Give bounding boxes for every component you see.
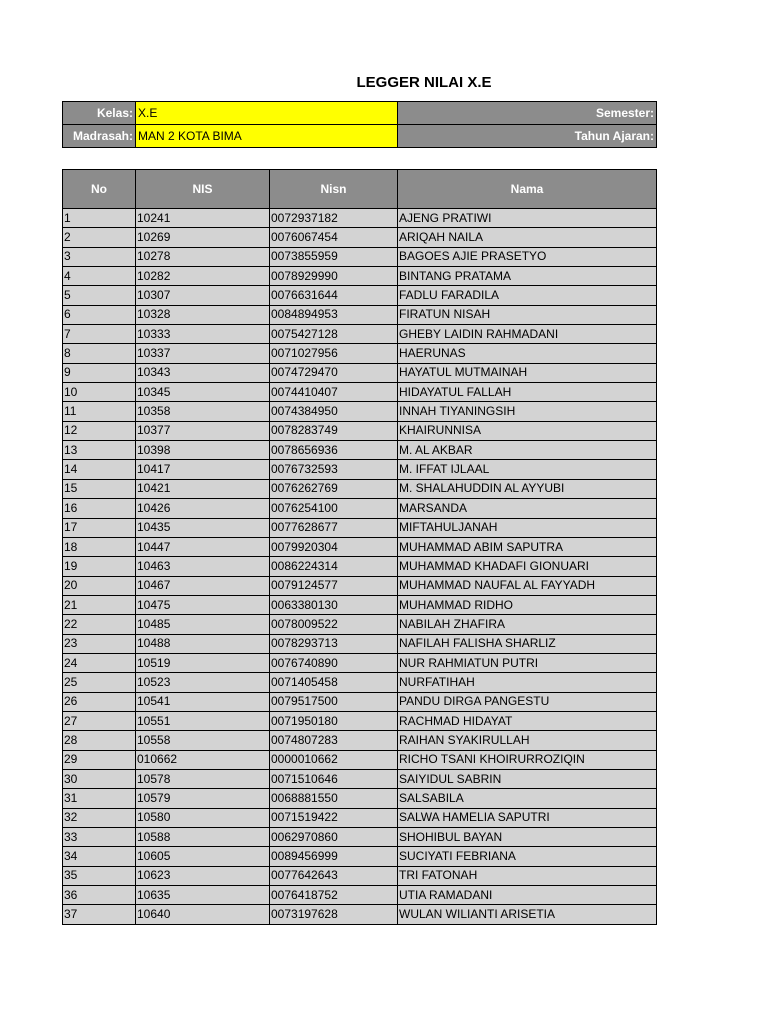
cell-nisn[interactable]: 0072937182 — [270, 209, 398, 228]
table-row — [63, 866, 657, 885]
cell-nis[interactable]: 10337 — [136, 344, 270, 363]
table-row — [63, 344, 657, 363]
table-row — [63, 576, 657, 595]
header-no: No — [63, 170, 136, 209]
table-row — [63, 557, 657, 576]
cell-nisn[interactable]: 0078929990 — [270, 267, 398, 286]
cell-no[interactable]: 11 — [63, 402, 136, 421]
table-row — [63, 731, 657, 750]
cell-no[interactable]: 16 — [63, 499, 136, 518]
table-row — [63, 209, 657, 228]
cell-no[interactable]: 34 — [63, 847, 136, 866]
madrasah-value[interactable]: MAN 2 KOTA BIMA — [136, 125, 398, 148]
cell-nama[interactable]: M. AL AKBAR — [398, 441, 657, 460]
cell-nis[interactable]: 10333 — [136, 325, 270, 344]
cell-nis[interactable]: 10343 — [136, 363, 270, 382]
cell-no[interactable]: 3 — [63, 247, 136, 266]
tahun-ajaran-label: Tahun Ajaran: — [398, 125, 657, 148]
table-body — [63, 209, 657, 925]
cell-nama[interactable]: MUHAMMAD RIDHO — [398, 595, 657, 614]
cell-nama[interactable]: PANDU DIRGA PANGESTU — [398, 692, 657, 711]
cell-nis[interactable]: 10377 — [136, 421, 270, 440]
cell-nisn[interactable]: 0071510646 — [270, 769, 398, 788]
table-row — [63, 595, 657, 614]
cell-nama[interactable]: GHEBY LAIDIN RAHMADANI — [398, 325, 657, 344]
cell-no[interactable]: 18 — [63, 537, 136, 556]
cell-no[interactable]: 2 — [63, 228, 136, 247]
cell-nama[interactable]: INNAH TIYANINGSIH — [398, 402, 657, 421]
cell-no[interactable]: 21 — [63, 595, 136, 614]
table-row — [63, 905, 657, 924]
table-row — [63, 518, 657, 537]
cell-nisn[interactable]: 0071027956 — [270, 344, 398, 363]
cell-nis[interactable]: 10463 — [136, 557, 270, 576]
cell-no[interactable]: 14 — [63, 460, 136, 479]
cell-nama[interactable]: NURFATIHAH — [398, 673, 657, 692]
cell-nisn[interactable]: 0074384950 — [270, 402, 398, 421]
cell-nama[interactable]: MIFTAHULJANAH — [398, 518, 657, 537]
cell-nis[interactable]: 10421 — [136, 479, 270, 498]
table-row — [63, 692, 657, 711]
cell-nisn[interactable]: 0089456999 — [270, 847, 398, 866]
cell-no[interactable]: 8 — [63, 344, 136, 363]
cell-nama[interactable]: SUCIYATI FEBRIANA — [398, 847, 657, 866]
kelas-value[interactable]: X.E — [136, 102, 398, 125]
cell-no[interactable]: 28 — [63, 731, 136, 750]
cell-nama[interactable]: NABILAH ZHAFIRA — [398, 615, 657, 634]
cell-nisn[interactable]: 0078656936 — [270, 441, 398, 460]
cell-nama[interactable]: WULAN WILIANTI ARISETIA — [398, 905, 657, 924]
cell-no[interactable]: 36 — [63, 886, 136, 905]
table-row — [63, 402, 657, 421]
cell-nisn[interactable]: 0079124577 — [270, 576, 398, 595]
cell-nis[interactable]: 10307 — [136, 286, 270, 305]
cell-no[interactable]: 10 — [63, 383, 136, 402]
header-nama: Nama — [398, 170, 657, 209]
table-row — [63, 325, 657, 344]
table-row — [63, 615, 657, 634]
cell-nis[interactable]: 10475 — [136, 595, 270, 614]
table-row — [63, 750, 657, 769]
table-row — [63, 228, 657, 247]
cell-nama[interactable]: NUR RAHMIATUN PUTRI — [398, 653, 657, 672]
cell-nisn[interactable]: 0077628677 — [270, 518, 398, 537]
cell-no[interactable]: 13 — [63, 441, 136, 460]
cell-no[interactable]: 5 — [63, 286, 136, 305]
info-row-madrasah — [63, 125, 657, 148]
cell-no[interactable]: 29 — [63, 750, 136, 769]
cell-nisn[interactable]: 0079517500 — [270, 692, 398, 711]
cell-no[interactable]: 32 — [63, 808, 136, 827]
header-nis: NIS — [136, 170, 270, 209]
cell-nisn[interactable]: 0073197628 — [270, 905, 398, 924]
table-row — [63, 441, 657, 460]
student-table — [62, 169, 657, 925]
cell-no[interactable]: 24 — [63, 653, 136, 672]
cell-nis[interactable]: 10358 — [136, 402, 270, 421]
cell-nis[interactable]: 10623 — [136, 866, 270, 885]
cell-nisn[interactable]: 0074729470 — [270, 363, 398, 382]
cell-nama[interactable]: SHOHIBUL BAYAN — [398, 828, 657, 847]
cell-nama[interactable]: KHAIRUNNISA — [398, 421, 657, 440]
cell-nama[interactable]: NAFILAH FALISHA SHARLIZ — [398, 634, 657, 653]
table-row — [63, 363, 657, 382]
table-row — [63, 267, 657, 286]
cell-nisn[interactable]: 0076254100 — [270, 499, 398, 518]
cell-nisn[interactable]: 0076732593 — [270, 460, 398, 479]
cell-no[interactable]: 17 — [63, 518, 136, 537]
table-row — [63, 886, 657, 905]
cell-no[interactable]: 26 — [63, 692, 136, 711]
cell-nama[interactable]: HIDAYATUL FALLAH — [398, 383, 657, 402]
cell-nama[interactable]: MUHAMMAD ABIM SAPUTRA — [398, 537, 657, 556]
cell-nama[interactable]: FADLU FARADILA — [398, 286, 657, 305]
cell-no[interactable]: 7 — [63, 325, 136, 344]
table-row — [63, 479, 657, 498]
table-row — [63, 634, 657, 653]
table-row — [63, 673, 657, 692]
table-row — [63, 808, 657, 827]
cell-nama[interactable]: BAGOES AJIE PRASETYO — [398, 247, 657, 266]
cell-nisn[interactable]: 0075427128 — [270, 325, 398, 344]
cell-nisn[interactable]: 0068881550 — [270, 789, 398, 808]
cell-nis[interactable]: 10269 — [136, 228, 270, 247]
cell-nama[interactable]: FIRATUN NISAH — [398, 305, 657, 324]
cell-no[interactable]: 33 — [63, 828, 136, 847]
cell-no[interactable]: 4 — [63, 267, 136, 286]
cell-nama[interactable]: MUHAMMAD KHADAFI GIONUARI — [398, 557, 657, 576]
cell-nisn[interactable]: 0076740890 — [270, 653, 398, 672]
table-row — [63, 247, 657, 266]
cell-nama[interactable]: M. IFFAT IJLAAL — [398, 460, 657, 479]
cell-no[interactable]: 30 — [63, 769, 136, 788]
cell-nis[interactable]: 10282 — [136, 267, 270, 286]
info-row-kelas — [63, 102, 657, 125]
cell-nama[interactable]: SALWA HAMELIA SAPUTRI — [398, 808, 657, 827]
table-row — [63, 286, 657, 305]
madrasah-label: Madrasah: — [63, 125, 136, 148]
cell-nis[interactable]: 10588 — [136, 828, 270, 847]
cell-no[interactable]: 19 — [63, 557, 136, 576]
table-row — [63, 653, 657, 672]
table-row — [63, 789, 657, 808]
cell-no[interactable]: 15 — [63, 479, 136, 498]
cell-nama[interactable]: SALSABILA — [398, 789, 657, 808]
table-row — [63, 711, 657, 730]
cell-nisn[interactable]: 0078009522 — [270, 615, 398, 634]
cell-no[interactable]: 37 — [63, 905, 136, 924]
cell-nis[interactable]: 10523 — [136, 673, 270, 692]
cell-nisn[interactable]: 0078283749 — [270, 421, 398, 440]
cell-nis[interactable]: 10541 — [136, 692, 270, 711]
cell-nama[interactable]: TRI FATONAH — [398, 866, 657, 885]
cell-nama[interactable]: MUHAMMAD NAUFAL AL FAYYADH — [398, 576, 657, 595]
cell-nama[interactable]: HAYATUL MUTMAINAH — [398, 363, 657, 382]
cell-nisn[interactable]: 0086224314 — [270, 557, 398, 576]
cell-nisn[interactable]: 0076262769 — [270, 479, 398, 498]
cell-nis[interactable]: 10467 — [136, 576, 270, 595]
header-nisn: Nisn — [270, 170, 398, 209]
cell-nis[interactable]: 10485 — [136, 615, 270, 634]
cell-nis[interactable]: 10558 — [136, 731, 270, 750]
cell-nisn[interactable]: 0078293713 — [270, 634, 398, 653]
cell-nis[interactable]: 10426 — [136, 499, 270, 518]
cell-nisn[interactable]: 0077642643 — [270, 866, 398, 885]
cell-nama[interactable]: RACHMAD HIDAYAT — [398, 711, 657, 730]
cell-nis[interactable]: 10551 — [136, 711, 270, 730]
cell-nisn[interactable]: 0063380130 — [270, 595, 398, 614]
cell-nis[interactable]: 10488 — [136, 634, 270, 653]
cell-nis[interactable]: 10435 — [136, 518, 270, 537]
cell-nisn[interactable]: 0071405458 — [270, 673, 398, 692]
cell-no[interactable]: 35 — [63, 866, 136, 885]
cell-nisn[interactable]: 0076631644 — [270, 286, 398, 305]
cell-nis[interactable]: 010662 — [136, 750, 270, 769]
cell-nisn[interactable]: 0076418752 — [270, 886, 398, 905]
table-header-row — [63, 170, 657, 209]
cell-nisn[interactable]: 0073855959 — [270, 247, 398, 266]
cell-nama[interactable]: BINTANG PRATAMA — [398, 267, 657, 286]
cell-nis[interactable]: 10345 — [136, 383, 270, 402]
cell-nis[interactable]: 10640 — [136, 905, 270, 924]
cell-nisn[interactable]: 0071950180 — [270, 711, 398, 730]
cell-nis[interactable]: 10398 — [136, 441, 270, 460]
cell-nisn[interactable]: 0074410407 — [270, 383, 398, 402]
table-row — [63, 421, 657, 440]
cell-nis[interactable]: 10605 — [136, 847, 270, 866]
cell-nama[interactable]: RAIHAN SYAKIRULLAH — [398, 731, 657, 750]
cell-no[interactable]: 22 — [63, 615, 136, 634]
table-row — [63, 847, 657, 866]
table-row — [63, 499, 657, 518]
cell-nisn[interactable]: 0079920304 — [270, 537, 398, 556]
cell-no[interactable]: 25 — [63, 673, 136, 692]
cell-no[interactable]: 23 — [63, 634, 136, 653]
cell-nis[interactable]: 10328 — [136, 305, 270, 324]
cell-nisn[interactable]: 0000010662 — [270, 750, 398, 769]
cell-nama[interactable]: AJENG PRATIWI — [398, 209, 657, 228]
cell-nis[interactable]: 10519 — [136, 653, 270, 672]
cell-nama[interactable]: M. SHALAHUDDIN AL AYYUBI — [398, 479, 657, 498]
table-row — [63, 305, 657, 324]
cell-no[interactable]: 20 — [63, 576, 136, 595]
table-row — [63, 460, 657, 479]
page-title: LEGGER NILAI X.E — [356, 74, 492, 91]
cell-nama[interactable]: HAERUNAS — [398, 344, 657, 363]
cell-nis[interactable]: 10241 — [136, 209, 270, 228]
cell-no[interactable]: 1 — [63, 209, 136, 228]
cell-nama[interactable]: UTIA RAMADANI — [398, 886, 657, 905]
table-row — [63, 383, 657, 402]
table-row — [63, 537, 657, 556]
cell-nisn[interactable]: 0084894953 — [270, 305, 398, 324]
cell-nisn[interactable]: 0074807283 — [270, 731, 398, 750]
cell-nis[interactable]: 10278 — [136, 247, 270, 266]
cell-nisn[interactable]: 0076067454 — [270, 228, 398, 247]
cell-no[interactable]: 6 — [63, 305, 136, 324]
cell-nama[interactable]: RICHO TSANI KHOIRURROZIQIN — [398, 750, 657, 769]
cell-nis[interactable]: 10417 — [136, 460, 270, 479]
cell-nis[interactable]: 10580 — [136, 808, 270, 827]
cell-nisn[interactable]: 0071519422 — [270, 808, 398, 827]
cell-no[interactable]: 31 — [63, 789, 136, 808]
cell-no[interactable]: 9 — [63, 363, 136, 382]
cell-no[interactable]: 27 — [63, 711, 136, 730]
table-row — [63, 828, 657, 847]
cell-no[interactable]: 12 — [63, 421, 136, 440]
cell-nis[interactable]: 10447 — [136, 537, 270, 556]
cell-nis[interactable]: 10635 — [136, 886, 270, 905]
cell-nisn[interactable]: 0062970860 — [270, 828, 398, 847]
cell-nama[interactable]: MARSANDA — [398, 499, 657, 518]
kelas-label: Kelas: — [63, 102, 136, 125]
cell-nama[interactable]: SAIYIDUL SABRIN — [398, 769, 657, 788]
cell-nis[interactable]: 10578 — [136, 769, 270, 788]
class-info-table — [62, 101, 657, 148]
cell-nama[interactable]: ARIQAH NAILA — [398, 228, 657, 247]
table-row — [63, 769, 657, 788]
cell-nis[interactable]: 10579 — [136, 789, 270, 808]
semester-label: Semester: — [398, 102, 657, 125]
